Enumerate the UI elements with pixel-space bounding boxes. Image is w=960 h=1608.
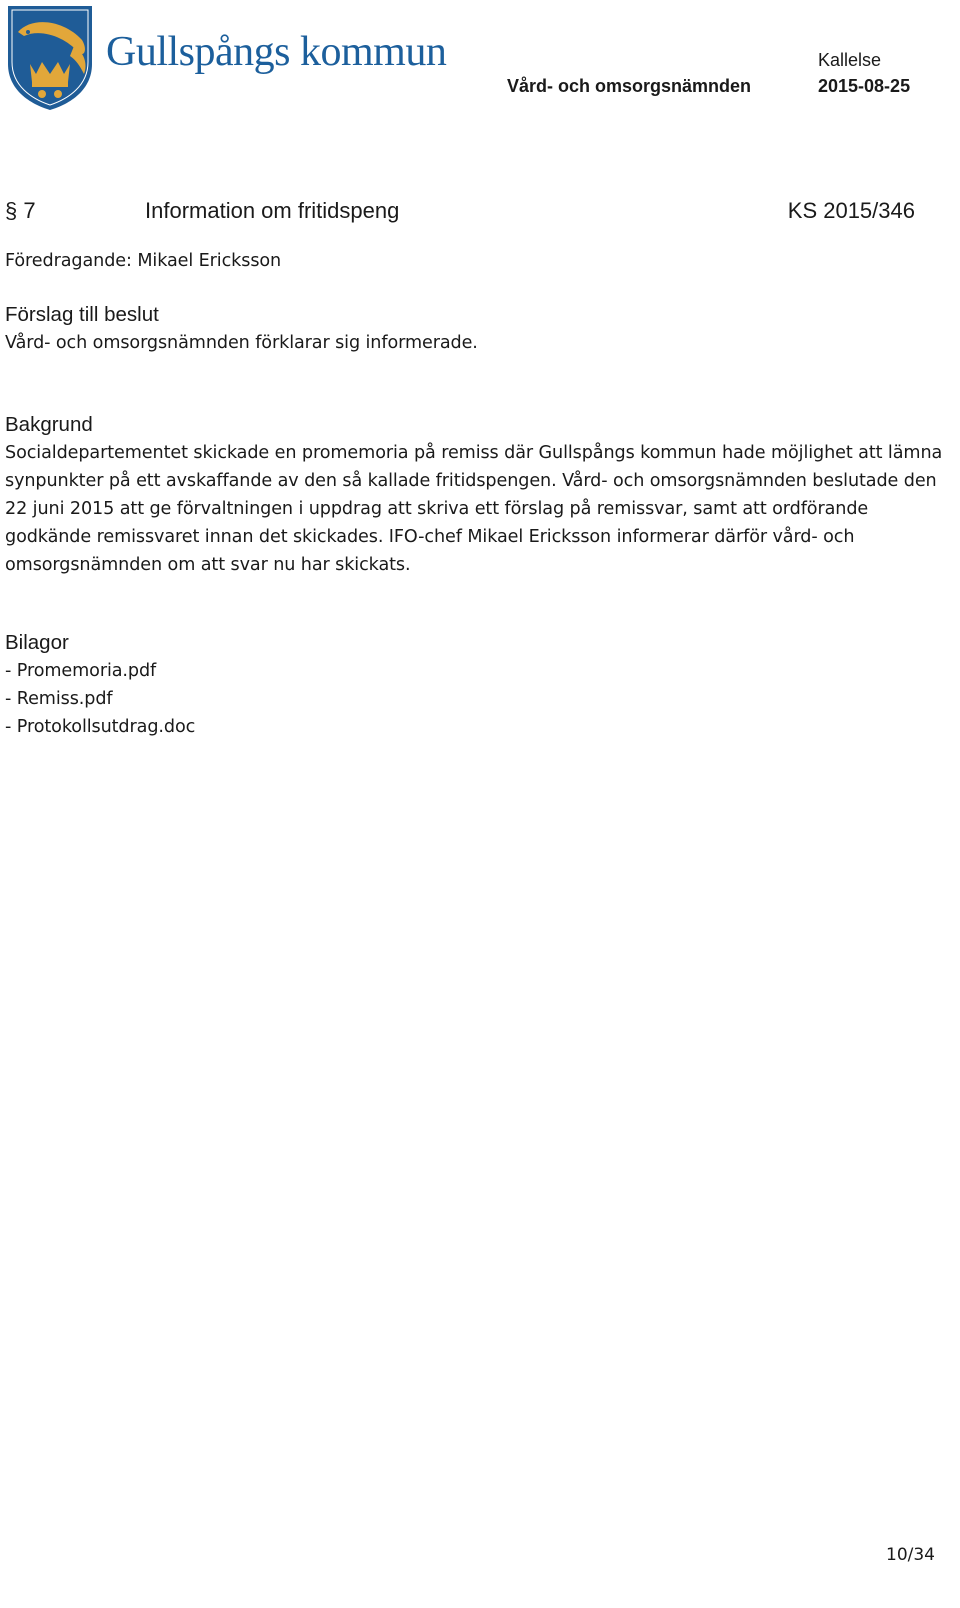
attachments-list: [5, 657, 945, 741]
page-number: 10/34: [886, 1545, 935, 1565]
municipal-coat-of-arms-icon: [4, 2, 96, 112]
attachment-item: - Protokollsutdrag.doc: [5, 717, 196, 737]
meeting-date: 2015-08-25: [818, 76, 911, 96]
municipality-name: Gullspångs kommun: [106, 29, 447, 75]
proposal-text: Vård- och omsorgsnämnden förklarar sig informerade.: [5, 333, 478, 353]
document-type: Kallelse: [818, 50, 882, 70]
proposal-section: [5, 301, 945, 357]
background-heading: Bakgrund: [5, 413, 93, 436]
item-title: Information om fritidspeng: [145, 198, 400, 223]
attachments-section: [5, 629, 945, 741]
attachment-item: - Remiss.pdf: [5, 689, 113, 709]
presenter: Föredragande: Mikael Ericksson: [5, 251, 282, 271]
proposal-heading: Förslag till beslut: [5, 303, 159, 326]
item-number: § 7: [5, 198, 36, 223]
background-section: [5, 411, 945, 579]
committee-name: Vård- och omsorgsnämnden: [507, 76, 752, 96]
background-text: Socialdepartementet skickade en promemoria på remiss där Gullspångs kommun hade möjlighet att lämna synpunkter på ett avskaffande av den så kallade fritidspengen. Vård- och omsorgsnämnden beslutade den 22 juni 2015 att ge förvaltningen i uppdrag att skriva ett förslag på remissvar, samt att ordförande godkände remissvaret innan det skickades. IFO-chef Mikael Ericksson informerar därför vård- och omsorgsnämnden om att svar nu har skickats.: [5, 443, 943, 575]
item-reference: KS 2015/346: [787, 198, 915, 223]
attachments-heading: Bilagor: [5, 631, 69, 654]
agenda-item-header: [5, 198, 915, 228]
attachment-item: - Promemoria.pdf: [5, 661, 157, 681]
